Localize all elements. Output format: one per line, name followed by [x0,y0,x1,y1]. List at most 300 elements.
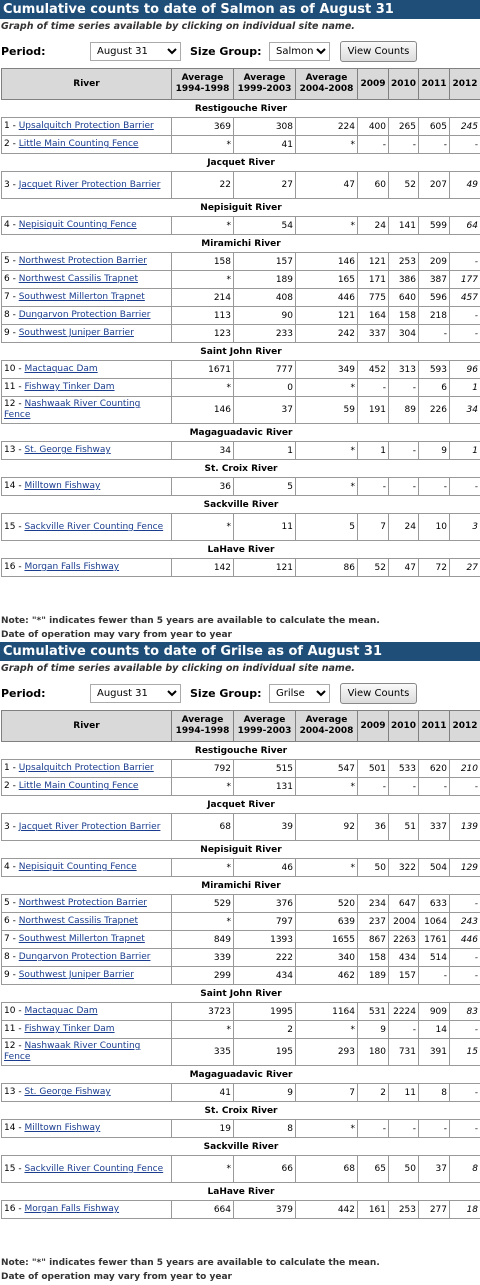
column-header: River [2,711,172,742]
count-cell: 533 [389,760,419,778]
count-cell: 1 [234,442,296,460]
count-cell: 22 [172,172,234,199]
count-cell: - [450,1120,480,1138]
count-cell: 335 [172,1039,234,1066]
river-group-row [2,1138,480,1156]
count-cell: 504 [419,859,450,877]
count-cell: 50 [389,1156,419,1183]
table-row [2,814,480,841]
filter-controls [0,34,480,68]
site-number: 5 - [4,898,16,908]
count-cell: 142 [172,559,234,577]
site-number: 2 - [4,781,16,791]
size-group-select[interactable] [269,684,330,703]
site-link[interactable]: Northwest Protection Barrier [18,256,147,266]
filter-controls [0,676,480,710]
count-cell: 34 [172,442,234,460]
site-cell [2,172,172,199]
site-number: 1 - [4,763,16,773]
count-cell: 299 [172,967,234,985]
count-cell: 1164 [296,1003,358,1021]
count-cell: 647 [389,895,419,913]
count-cell: - [358,478,389,496]
site-link[interactable]: St. George Fishway [24,445,111,455]
count-cell: 10 [419,514,450,541]
site-cell [2,559,172,577]
count-cell: 52 [358,559,389,577]
count-cell: 245 [450,118,480,136]
count-cell: - [389,379,419,397]
count-cell: 1 [450,442,480,460]
site-number: 16 - [4,562,22,572]
count-cell: 66 [234,1156,296,1183]
column-header: Average 1994-1998 [172,711,234,742]
count-cell: * [296,1021,358,1039]
count-cell: 3 [450,514,480,541]
count-cell: 129 [450,859,480,877]
count-cell: * [172,217,234,235]
column-header: Average 2004-2008 [296,711,358,742]
count-cell: 446 [450,931,480,949]
table-row [2,913,480,931]
section-title: Cumulative counts to date of Salmon as of August 31 [0,0,480,19]
site-cell [2,1084,172,1102]
site-number: 15 - [4,521,22,532]
count-cell: 1671 [172,361,234,379]
table-row [2,307,480,325]
count-cell: * [296,442,358,460]
site-number: 14 - [4,481,22,491]
count-cell: 121 [296,307,358,325]
count-cell: 265 [389,118,419,136]
site-cell [2,397,172,424]
river-group-row [2,1183,480,1201]
site-cell [2,1156,172,1183]
count-cell: 39 [234,814,296,841]
site-number: 7 - [4,292,16,302]
count-cell: 222 [234,949,296,967]
site-number: 10 - [4,364,22,374]
site-cell [2,514,172,541]
count-cell: 11 [234,514,296,541]
view-counts-button[interactable]: View Counts [340,41,417,62]
column-header: River [2,69,172,100]
site-link[interactable]: Upsalquitch Protection Barrier [18,121,154,131]
count-cell: 457 [450,289,480,307]
site-link[interactable]: Sackville River Counting Fence [24,1163,164,1174]
river-name: Jacquet River [2,154,480,172]
site-cell [2,379,172,397]
site-link[interactable]: Southwest Juniper Barrier [18,970,134,980]
count-cell: 376 [234,895,296,913]
river-name: Sackville River [2,496,480,514]
count-cell: 1393 [234,931,296,949]
count-cell: 34 [450,397,480,424]
note-text: Note: "*" indicates fewer than 5 years are available to calculate the mean. [1,1258,380,1268]
count-cell: 775 [358,289,389,307]
count-cell: 11 [389,1084,419,1102]
count-cell: 547 [296,760,358,778]
site-link[interactable]: Little Main Counting Fence [18,139,139,149]
site-cell [2,118,172,136]
site-number: 11 - [4,1024,22,1034]
site-link[interactable]: Southwest Juniper Barrier [18,328,134,338]
count-cell: 909 [419,1003,450,1021]
count-cell: 797 [234,913,296,931]
count-cell: 277 [419,1201,450,1219]
count-cell: 867 [358,931,389,949]
count-cell: 340 [296,949,358,967]
site-number: 8 - [4,952,16,962]
count-cell: 7 [296,1084,358,1102]
site-cell [2,760,172,778]
column-header: 2009 [358,711,389,742]
river-name: St. Croix River [2,1102,480,1120]
count-cell: 68 [172,814,234,841]
count-cell: - [450,949,480,967]
count-cell: 337 [358,325,389,343]
table-row [2,379,480,397]
table-row [2,949,480,967]
count-cell: 157 [389,967,419,985]
count-cell: * [172,136,234,154]
count-cell: 224 [296,118,358,136]
site-link[interactable]: Nashwaak River Counting Fence [4,1041,141,1062]
count-cell: 86 [296,559,358,577]
site-cell [2,913,172,931]
site-link[interactable]: Southwest Millerton Trapnet [18,292,145,302]
river-name: Restigouche River [2,100,480,118]
table-row [2,931,480,949]
view-counts-button[interactable]: View Counts [340,683,417,704]
count-cell: 2 [234,1021,296,1039]
table-row [2,217,480,235]
column-header: 2010 [389,69,419,100]
count-cell: * [172,1021,234,1039]
table-row [2,442,480,460]
count-cell: 121 [358,253,389,271]
site-link[interactable]: Jacquet River Protection Barrier [18,179,161,190]
table-row [2,271,480,289]
count-cell: 304 [389,325,419,343]
counts-section [0,0,480,642]
note-text: Date of operation may vary from year to year [1,1272,232,1282]
count-cell: 131 [234,778,296,796]
site-cell [2,217,172,235]
site-link[interactable]: Little Main Counting Fence [18,781,139,791]
site-cell [2,478,172,496]
site-link[interactable]: Milltown Fishway [24,481,101,491]
count-cell: 237 [358,913,389,931]
count-cell: 121 [234,559,296,577]
count-cell: 226 [419,397,450,424]
count-cell: - [450,136,480,154]
site-link[interactable]: Northwest Cassilis Trapnet [18,916,138,926]
site-link[interactable]: Mactaquac Dam [24,364,98,374]
count-cell: 177 [450,271,480,289]
table-row [2,118,480,136]
count-cell: 408 [234,289,296,307]
table-row [2,361,480,379]
table-row [2,778,480,796]
count-cell: 7 [358,514,389,541]
count-cell: 308 [234,118,296,136]
count-cell: 41 [234,136,296,154]
count-cell: 253 [389,1201,419,1219]
count-cell: 387 [419,271,450,289]
count-cell: 664 [172,1201,234,1219]
counts-section [0,642,480,1284]
site-cell [2,931,172,949]
site-cell [2,289,172,307]
count-cell: 139 [450,814,480,841]
count-cell: 207 [419,172,450,199]
size-group-label: Size Group: [190,45,262,58]
site-link[interactable]: Nepisiquit Counting Fence [18,862,137,872]
count-cell: 47 [296,172,358,199]
count-cell: 242 [296,325,358,343]
count-cell: 0 [234,379,296,397]
site-cell [2,814,172,841]
column-header: Average 1999-2003 [234,711,296,742]
site-link[interactable]: Upsalquitch Protection Barrier [18,763,154,773]
count-cell: 96 [450,361,480,379]
count-cell: 218 [419,307,450,325]
count-cell: - [450,1021,480,1039]
count-cell: 339 [172,949,234,967]
count-cell: 15 [450,1039,480,1066]
table-row [2,1201,480,1219]
site-number: 3 - [4,179,16,190]
count-cell: - [389,442,419,460]
count-cell: - [450,967,480,985]
count-cell: 64 [450,217,480,235]
column-header: 2010 [389,711,419,742]
count-cell: 596 [419,289,450,307]
site-number: 4 - [4,862,16,872]
count-cell: 599 [419,217,450,235]
site-cell [2,136,172,154]
site-number: 14 - [4,1123,22,1133]
period-select[interactable] [90,684,181,703]
site-cell [2,1003,172,1021]
count-cell: - [450,895,480,913]
count-cell: 8 [419,1084,450,1102]
site-number: 5 - [4,256,16,266]
count-cell: * [296,136,358,154]
river-name: Jacquet River [2,796,480,814]
river-name: Magaguadavic River [2,1066,480,1084]
site-cell [2,967,172,985]
site-link[interactable]: Northwest Cassilis Trapnet [18,274,138,284]
column-header: Average 1999-2003 [234,69,296,100]
count-cell: - [450,253,480,271]
count-cell: 605 [419,118,450,136]
table-row [2,478,480,496]
site-link[interactable]: Dungarvon Protection Barrier [18,310,151,320]
count-cell: - [419,325,450,343]
count-cell: 47 [389,559,419,577]
count-cell: * [296,379,358,397]
count-cell: * [296,217,358,235]
river-name: Saint John River [2,985,480,1003]
size-group-select[interactable] [269,42,330,61]
count-cell: * [172,778,234,796]
site-number: 4 - [4,220,16,230]
count-cell: 462 [296,967,358,985]
river-group-row [2,154,480,172]
count-cell: * [172,271,234,289]
site-cell [2,253,172,271]
counts-table [1,68,480,577]
count-cell: 8 [450,1156,480,1183]
site-link[interactable]: Jacquet River Protection Barrier [18,821,161,832]
count-cell: 210 [450,760,480,778]
site-link[interactable]: Fishway Tinker Dam [24,382,115,392]
count-cell: 171 [358,271,389,289]
river-name: St. Croix River [2,460,480,478]
count-cell: 234 [358,895,389,913]
count-cell: 1655 [296,931,358,949]
count-cell: 8 [234,1120,296,1138]
site-link[interactable]: St. George Fishway [24,1087,111,1097]
site-cell [2,442,172,460]
site-number: 15 - [4,1163,22,1174]
count-cell: 72 [419,559,450,577]
site-link[interactable]: Sackville River Counting Fence [24,521,164,532]
site-link[interactable]: Morgan Falls Fishway [24,1204,120,1214]
table-row [2,1084,480,1102]
count-cell: 36 [358,814,389,841]
count-cell: 9 [419,442,450,460]
site-number: 12 - [4,1041,22,1051]
count-cell: * [296,478,358,496]
count-cell: 68 [296,1156,358,1183]
count-cell: 1761 [419,931,450,949]
count-cell: 369 [172,118,234,136]
site-number: 7 - [4,934,16,944]
column-header: Average 1994-1998 [172,69,234,100]
count-cell: - [389,778,419,796]
site-link[interactable]: Southwest Millerton Trapnet [18,934,145,944]
count-cell: * [296,778,358,796]
count-cell: 50 [358,859,389,877]
count-cell: * [296,859,358,877]
count-cell: 158 [172,253,234,271]
site-link[interactable]: Mactaquac Dam [24,1006,98,1016]
river-group-row [2,100,480,118]
count-cell: 19 [172,1120,234,1138]
count-cell: 36 [172,478,234,496]
count-cell: 27 [234,172,296,199]
river-group-row [2,796,480,814]
count-cell: 59 [296,397,358,424]
site-number: 11 - [4,382,22,392]
count-cell: - [389,1120,419,1138]
count-cell: 146 [172,397,234,424]
river-group-row [2,424,480,442]
count-cell: 442 [296,1201,358,1219]
count-cell: 452 [358,361,389,379]
site-link[interactable]: Fishway Tinker Dam [24,1024,115,1034]
count-cell: 141 [389,217,419,235]
river-name: Magaguadavic River [2,424,480,442]
river-group-row [2,742,480,760]
table-row [2,859,480,877]
site-link[interactable]: Milltown Fishway [24,1123,101,1133]
count-cell: 195 [234,1039,296,1066]
table-row [2,895,480,913]
count-cell: 9 [358,1021,389,1039]
count-cell: 161 [358,1201,389,1219]
site-number: 13 - [4,445,22,455]
count-cell: 90 [234,307,296,325]
site-cell [2,307,172,325]
river-name: Nepisiguit River [2,199,480,217]
count-cell: 1995 [234,1003,296,1021]
count-cell: 37 [234,397,296,424]
river-group-row [2,1102,480,1120]
column-header: 2012 [450,711,480,742]
site-link[interactable]: Morgan Falls Fishway [24,562,120,572]
column-header: 2009 [358,69,389,100]
site-number: 2 - [4,139,16,149]
count-cell: 1 [358,442,389,460]
count-cell: 233 [234,325,296,343]
site-cell [2,949,172,967]
table-row [2,1120,480,1138]
site-link[interactable]: Nashwaak River Counting Fence [4,399,141,420]
period-select[interactable] [90,42,181,61]
count-cell: 1 [450,379,480,397]
site-cell [2,1021,172,1039]
site-link[interactable]: Northwest Protection Barrier [18,898,147,908]
section-subtitle: Graph of time series available by clicking on individual site name. [1,663,355,674]
count-cell: 37 [419,1156,450,1183]
table-row [2,136,480,154]
size-group-label: Size Group: [190,687,262,700]
table-row [2,559,480,577]
site-link[interactable]: Nepisiquit Counting Fence [18,220,137,230]
site-cell [2,1201,172,1219]
count-cell: 51 [389,814,419,841]
count-cell: 46 [234,859,296,877]
count-cell: 83 [450,1003,480,1021]
count-cell: 5 [296,514,358,541]
count-cell: - [358,136,389,154]
count-cell: 391 [419,1039,450,1066]
site-number: 3 - [4,821,16,832]
count-cell: 92 [296,814,358,841]
site-number: 10 - [4,1006,22,1016]
river-group-row [2,496,480,514]
river-group-row [2,541,480,559]
count-cell: 446 [296,289,358,307]
count-cell: * [172,379,234,397]
column-header: 2012 [450,69,480,100]
river-name: Restigouche River [2,742,480,760]
count-cell: 158 [358,949,389,967]
river-name: LaHave River [2,1183,480,1201]
count-cell: 777 [234,361,296,379]
count-cell: 3723 [172,1003,234,1021]
count-cell: 18 [450,1201,480,1219]
site-link[interactable]: Dungarvon Protection Barrier [18,952,151,962]
table-row [2,397,480,424]
table-row [2,1039,480,1066]
count-cell: 6 [419,379,450,397]
header-row [2,69,480,100]
